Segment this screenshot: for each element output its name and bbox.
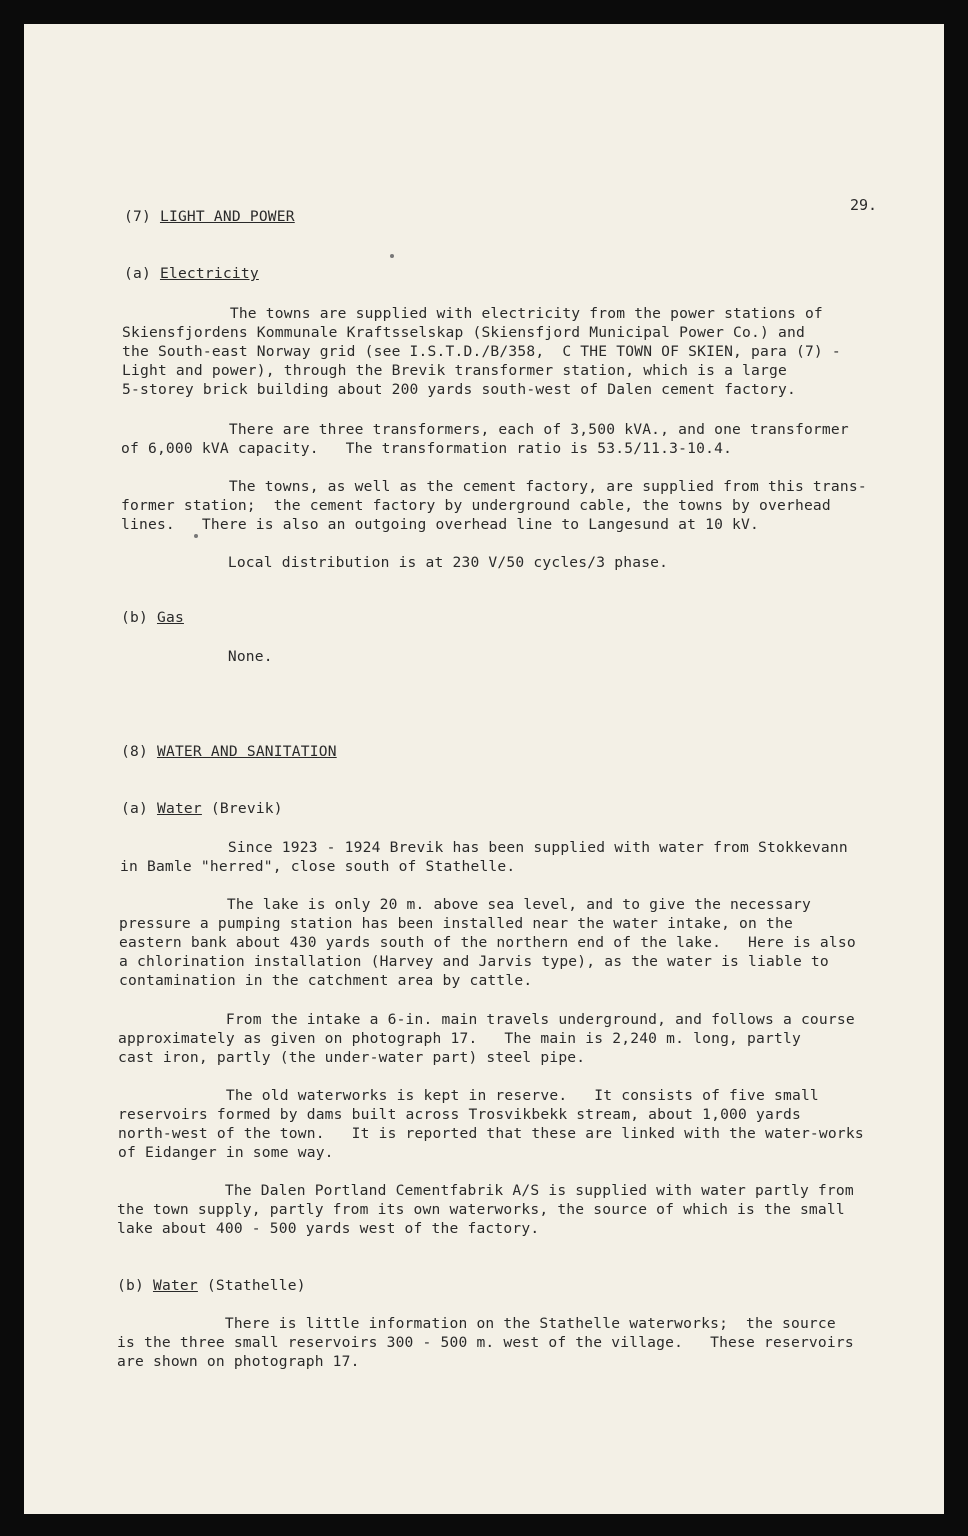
text-line: Light and power), through the Brevik transformer station, which is a large bbox=[122, 362, 787, 379]
subsection-water-stathelle-heading bbox=[117, 1276, 968, 1295]
text-line: are shown on photograph 17. bbox=[117, 1353, 360, 1370]
text-line: lake about 400 - 500 yards west of the factory. bbox=[117, 1220, 540, 1237]
text-line: in Bamle "herred", close south of Stathelle. bbox=[120, 858, 516, 875]
subsection-suffix: (Brevik) bbox=[201, 800, 283, 817]
paragraph bbox=[117, 1314, 968, 1371]
text-line: Since 1923 - 1924 Brevik has been supplied with water from Stokkevann bbox=[120, 839, 848, 856]
paper-speck bbox=[390, 254, 394, 258]
text-line: lines. There is also an outgoing overhead line to Langesund at 10 kV. bbox=[121, 516, 760, 533]
subsection-electricity-heading bbox=[124, 264, 968, 283]
paragraph bbox=[118, 1086, 968, 1162]
paragraph bbox=[120, 838, 968, 876]
text-line: From the intake a 6-in. main travels underground, and follows a course bbox=[118, 1011, 855, 1028]
subsection-gas-heading bbox=[121, 608, 968, 627]
text-line: The lake is only 20 m. above sea level, and to give the necessary bbox=[119, 896, 811, 913]
subsection-label: (b) bbox=[117, 1277, 144, 1294]
section-number: (7) bbox=[124, 208, 151, 225]
paragraph bbox=[117, 1181, 968, 1238]
paper-speck bbox=[194, 534, 198, 538]
section-title: LIGHT AND POWER bbox=[159, 208, 295, 225]
paragraph bbox=[118, 1010, 968, 1067]
subsection-title: Water bbox=[156, 800, 202, 817]
section-7-heading bbox=[124, 207, 968, 226]
text-line: the town supply, partly from its own waterworks, the source of which is the small bbox=[117, 1201, 845, 1218]
text-line: The towns are supplied with electricity from the power stations of bbox=[122, 305, 823, 322]
text-line: eastern bank about 430 yards south of the northern end of the lake. Here is also bbox=[119, 934, 856, 951]
subsection-title: Gas bbox=[156, 609, 184, 626]
text-line: of 6,000 kVA capacity. The transformation ratio is 53.5/11.3-10.4. bbox=[121, 440, 733, 457]
text-line: The towns, as well as the cement factory, are supplied from this trans- bbox=[121, 478, 867, 495]
text-line: Skiensfjordens Kommunale Kraftsselskap (Skiensfjord Municipal Power Co.) and bbox=[122, 324, 805, 341]
text-line: the South-east Norway grid (see I.S.T.D./B/358, C THE TOWN OF SKIEN, para (7) - bbox=[122, 343, 841, 360]
section-title: WATER AND SANITATION bbox=[156, 743, 337, 760]
subsection-label: (a) bbox=[124, 265, 151, 282]
paragraph bbox=[122, 304, 968, 399]
subsection-title: Electricity bbox=[159, 265, 259, 282]
subsection-label: (b) bbox=[121, 609, 148, 626]
paragraph: None. bbox=[120, 648, 273, 665]
paragraph: Local distribution is at 230 V/50 cycles/3 phase. bbox=[120, 554, 669, 571]
text-line: The Dalen Portland Cementfabrik A/S is supplied with water partly from bbox=[117, 1182, 854, 1199]
text-line: of Eidanger in some way. bbox=[118, 1144, 334, 1161]
text-line: There are three transformers, each of 3,500 kVA., and one transformer bbox=[121, 421, 849, 438]
paragraph bbox=[119, 895, 968, 990]
document-page bbox=[24, 24, 944, 1514]
text-line: 5-storey brick building about 200 yards south-west of Dalen cement factory. bbox=[122, 381, 796, 398]
section-8-heading bbox=[121, 742, 968, 761]
text-line: former station; the cement factory by underground cable, the towns by overhead bbox=[121, 497, 831, 514]
text-line: There is little information on the Stathelle waterworks; the source bbox=[117, 1315, 836, 1332]
paragraph bbox=[121, 477, 968, 534]
text-line: is the three small reservoirs 300 - 500 m. west of the village. These reservoirs bbox=[117, 1334, 854, 1351]
subsection-label: (a) bbox=[121, 800, 148, 817]
text-line: reservoirs formed by dams built across Trosvikbekk stream, about 1,000 yards bbox=[118, 1106, 801, 1123]
text-line: approximately as given on photograph 17. The main is 2,240 m. long, partly bbox=[118, 1030, 801, 1047]
text-line: a chlorination installation (Harvey and Jarvis type), as the water is liable to bbox=[119, 953, 829, 970]
subsection-suffix: (Stathelle) bbox=[197, 1277, 306, 1294]
section-number: (8) bbox=[121, 743, 148, 760]
subsection-title: Water bbox=[152, 1277, 198, 1294]
paragraph bbox=[121, 420, 968, 458]
text-line: contamination in the catchment area by cattle. bbox=[119, 972, 533, 989]
text-line: The old waterworks is kept in reserve. It consists of five small bbox=[118, 1087, 819, 1104]
text-line: pressure a pumping station has been installed near the water intake, on the bbox=[119, 915, 793, 932]
text-line: cast iron, partly (the under-water part) steel pipe. bbox=[118, 1049, 586, 1066]
subsection-water-brevik-heading bbox=[121, 799, 968, 818]
text-line: north-west of the town. It is reported that these are linked with the water-works bbox=[118, 1125, 864, 1142]
page-number: 29. bbox=[850, 196, 878, 214]
